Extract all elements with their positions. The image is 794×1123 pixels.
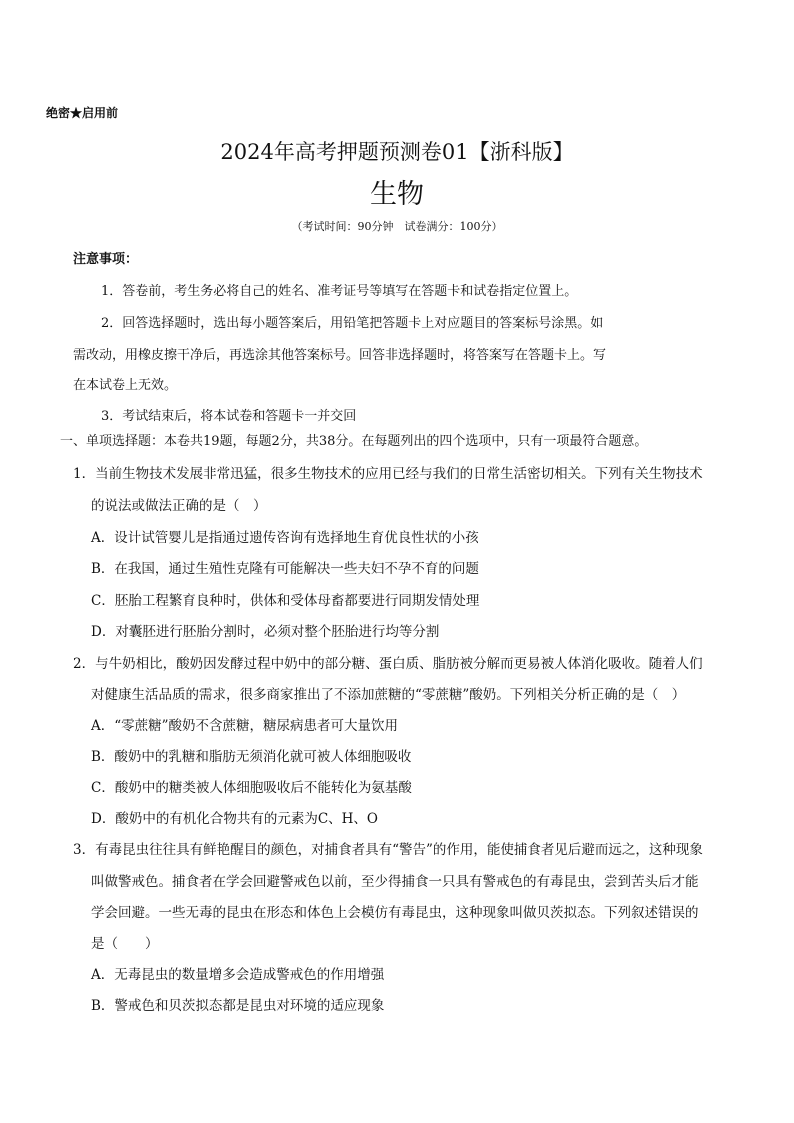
question-2-stem-line-1: 2．与牛奶相比，酸奶因发酵过程中奶中的部分糖、蛋白质、脂肪被分解而更易被人体消化吸收。随着人们 xyxy=(73,656,703,672)
notice-item-2-line-2: 需改动，用橡皮擦干净后，再选涂其他答案标号。回答非选择题时，将答案写在答题卡上。写 xyxy=(73,348,607,363)
subject-title: 生物 xyxy=(370,179,424,210)
confidential-label: 绝密★启用前 xyxy=(46,106,119,120)
question-3-stem-line-1: 3．有毒昆虫往往具有鲜艳醒目的颜色，对捕食者具有“警告”的作用，能使捕食者见后避而远之，这种现象 xyxy=(73,842,703,858)
question-2-option-a: A．“零蔗糖”酸奶不含蔗糖，糖尿病患者可大量饮用 xyxy=(91,718,399,734)
question-3-option-a: A．无毒昆虫的数量增多会造成警戒色的作用增强 xyxy=(91,967,385,983)
question-2-stem-line-2: 对健康生活品质的需求，很多商家推出了不添加蔗糖的“零蔗糖”酸奶。下列相关分析正确的是（ ） xyxy=(91,687,686,703)
question-1-option-c: C．胚胎工程繁育良种时，供体和受体母畜都要进行同期发情处理 xyxy=(91,593,480,609)
question-1-option-b: B．在我国，通过生殖性克隆有可能解决一些夫妇不孕不育的问题 xyxy=(91,561,479,577)
question-3-stem-line-2: 叫做警戒色。捕食者在学会回避警戒色以前，至少得捕食一只具有警戒色的有毒昆虫，尝到苦头后才能 xyxy=(91,874,699,890)
question-1-option-a: A．设计试管婴儿是指通过遗传咨询有选择地生育优良性状的小孩 xyxy=(91,530,479,546)
exam-info: （考试时间：90分钟 试卷满分：100分） xyxy=(291,220,503,233)
question-1-option-d: D．对囊胚进行胚胎分割时，必须对整个胚胎进行均等分割 xyxy=(91,624,440,640)
question-2-option-c: C．酸奶中的糖类被人体细胞吸收后不能转化为氨基酸 xyxy=(91,780,412,796)
question-3-option-b: B．警戒色和贝茨拟态都是昆虫对环境的适应现象 xyxy=(91,998,385,1014)
notice-item-1: 1．答卷前，考生务必将自己的姓名、准考证号等填写在答题卡和试卷指定位置上。 xyxy=(101,284,578,299)
question-2-option-b: B．酸奶中的乳糖和脂肪无须消化就可被人体细胞吸收 xyxy=(91,749,412,765)
notice-item-2-line-3: 在本试卷上无效。 xyxy=(73,378,178,393)
exam-title: 2024年高考押题预测卷01【浙科版】 xyxy=(220,140,574,164)
question-2-option-d: D．酸奶中的有机化合物共有的元素为C、H、O xyxy=(91,811,378,827)
section-heading: 一、单项选择题：本卷共19题，每题2分，共38分。在每题列出的四个选项中，只有一项最符合题意。 xyxy=(60,434,648,449)
question-1-stem-line-1: 1．当前生物技术发展非常迅猛，很多生物技术的应用已经与我们的日常生活密切相关。下列有关生物技术 xyxy=(73,466,703,482)
question-1-stem-line-2: 的说法或做法正确的是（ ） xyxy=(91,498,267,514)
notice-item-3: 3．考试结束后，将本试卷和答题卡一并交回 xyxy=(101,409,357,424)
notice-heading: 注意事项： xyxy=(73,252,139,267)
question-3-stem-line-4: 是（ ） xyxy=(91,936,159,952)
question-3-stem-line-3: 学会回避。一些无毒的昆虫在形态和体色上会模仿有毒昆虫，这种现象叫做贝茨拟态。下列叙述错误的 xyxy=(91,905,699,921)
notice-item-2-line-1: 2．回答选择题时，选出每小题答案后，用铅笔把答题卡上对应题目的答案标号涂黑。如 xyxy=(101,316,604,331)
